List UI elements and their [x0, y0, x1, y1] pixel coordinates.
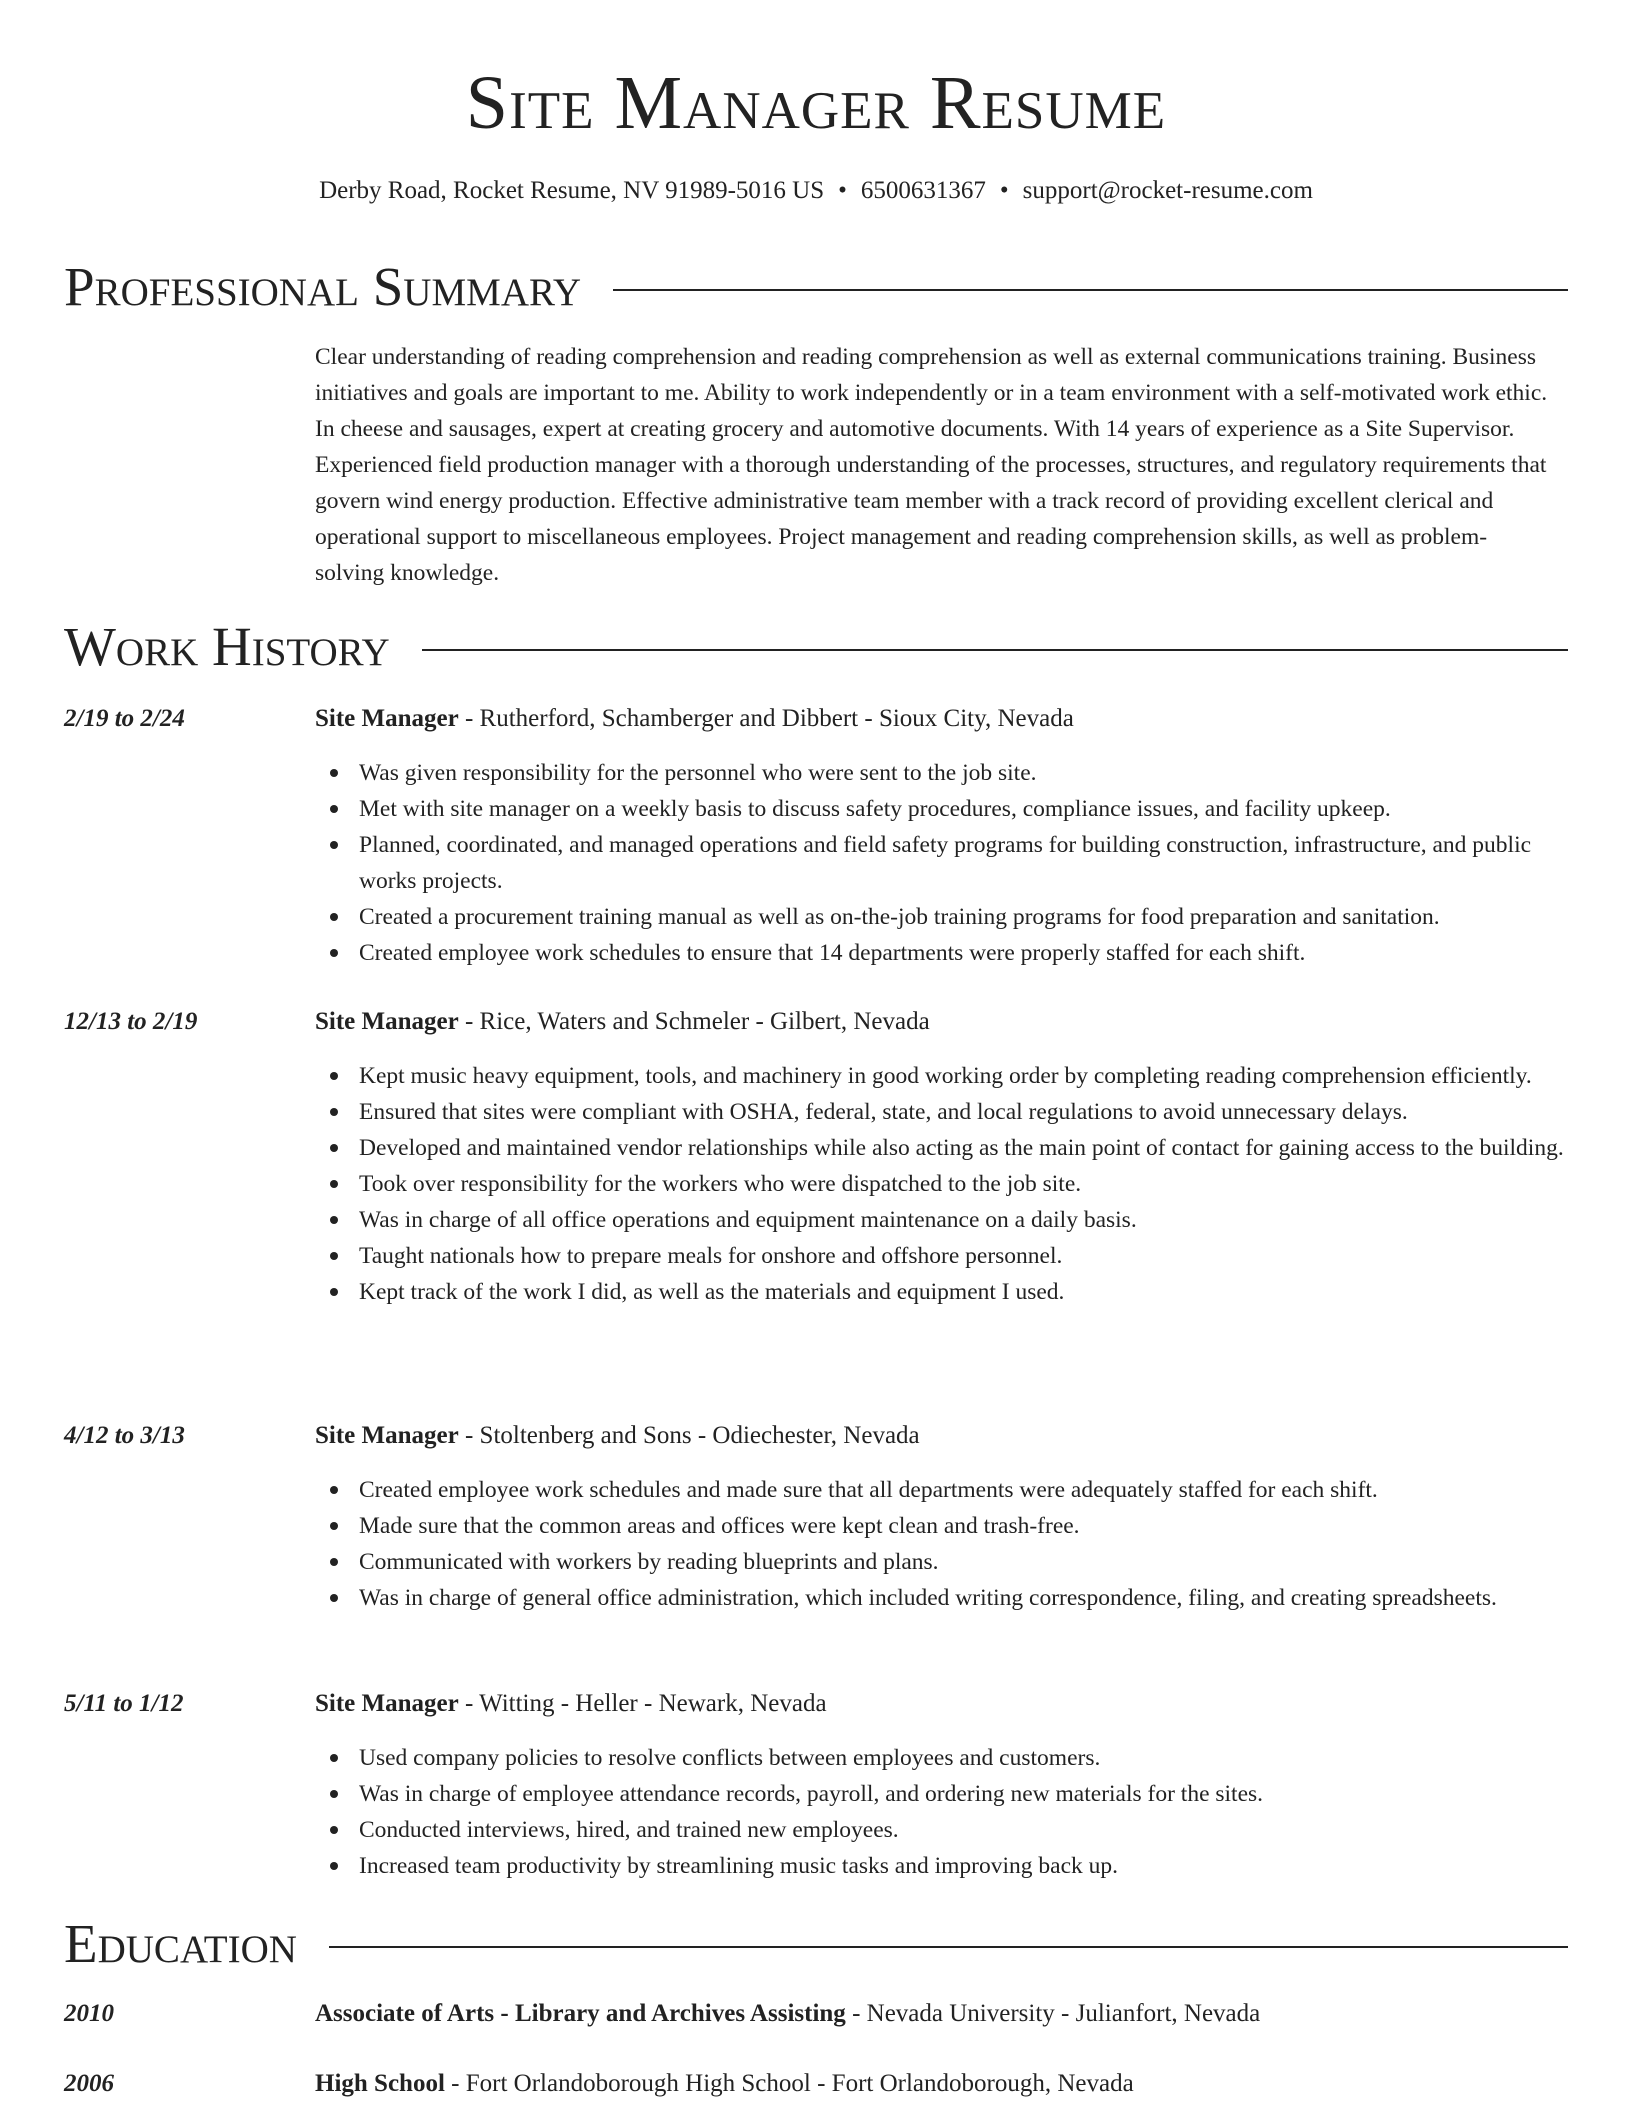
job-employer-location: - Rice, Waters and Schmeler - Gilbert, Nevada [458, 1008, 930, 1035]
bullet-item [315, 1544, 1565, 1580]
education-degree: Associate of Arts - Library and Archives Assisting [315, 2000, 846, 2027]
bullet-icon [330, 1144, 338, 1152]
contact-line [0, 175, 1632, 207]
bullet-text: Kept track of the work I did, as well as the materials and equipment I used. [359, 1279, 1065, 1305]
bullet-icon [330, 1522, 338, 1530]
section-title-summary: Professional Summary [64, 256, 582, 317]
bullet-icon [330, 1108, 338, 1116]
job-title: Site Manager [315, 1422, 459, 1449]
section-header-education [64, 1912, 1568, 1976]
bullet-icon [330, 1594, 338, 1602]
bullet-icon [330, 805, 338, 813]
job-dates: 12/13 to 2/19 [64, 1008, 198, 1035]
job-bullets [315, 755, 1565, 971]
bullet-item [315, 1130, 1565, 1166]
bullet-item [315, 1812, 1565, 1848]
bullet-item [315, 1848, 1565, 1884]
bullet-item [315, 755, 1565, 791]
bullet-icon [330, 1790, 338, 1798]
bullet-icon [330, 1486, 338, 1494]
contact-phone: 6500631367 [860, 177, 986, 204]
bullet-item [315, 1472, 1565, 1508]
education-year: 2010 [64, 2000, 114, 2027]
bullet-icon [330, 1288, 338, 1296]
education-heading [315, 2066, 1575, 2102]
job-bullets [315, 1472, 1565, 1616]
bullet-icon [330, 1862, 338, 1870]
bullet-item [315, 1580, 1565, 1616]
job-dates: 2/19 to 2/24 [64, 705, 185, 732]
bullet-item [315, 1776, 1565, 1812]
contact-email: support@rocket-resume.com [1022, 177, 1313, 204]
job-dates: 4/12 to 3/13 [64, 1422, 185, 1449]
bullet-item [315, 1202, 1565, 1238]
education-school-location: - Nevada University - Julianfort, Nevada [845, 2000, 1261, 2027]
job-employer-location: - Witting - Heller - Newark, Nevada [458, 1690, 827, 1717]
section-title-education: Education [64, 1913, 297, 1974]
bullet-item [315, 1740, 1565, 1776]
bullet-icon [330, 769, 338, 777]
bullet-text: Ensured that sites were compliant with OSHA, federal, state, and local regulations to avoid unnecessary delays. [359, 1099, 1408, 1125]
bullet-item [315, 935, 1565, 971]
bullet-text: Created a procurement training manual as well as on-the-job training programs for food preparation and sanitation. [359, 904, 1440, 930]
job-title: Site Manager [315, 705, 459, 732]
section-divider [613, 289, 1568, 291]
bullet-icon [330, 1754, 338, 1762]
resume-title: Site Manager Resume [465, 61, 1167, 145]
job-employer-location: - Stoltenberg and Sons - Odiechester, Nevada [458, 1422, 920, 1449]
section-divider [422, 649, 1568, 651]
bullet-icon [330, 1826, 338, 1834]
job-heading [315, 1004, 1575, 1040]
section-title-work-history: Work History [64, 616, 390, 677]
bullet-item [315, 1058, 1565, 1094]
bullet-text: Made sure that the common areas and offices were kept clean and trash-free. [359, 1513, 1080, 1539]
bullet-text: Used company policies to resolve conflicts between employees and customers. [359, 1745, 1101, 1771]
bullet-icon [330, 949, 338, 957]
bullet-icon [330, 1558, 338, 1566]
bullet-text: Increased team productivity by streamlining music tasks and improving back up. [359, 1853, 1118, 1879]
section-header-summary [64, 255, 1568, 319]
job-heading [315, 701, 1575, 737]
bullet-item [315, 1238, 1565, 1274]
bullet-text: Took over responsibility for the workers who were dispatched to the job site. [359, 1171, 1082, 1197]
bullet-item [315, 791, 1565, 827]
bullet-text: Created employee work schedules to ensure that 14 departments were properly staffed for each shift. [359, 940, 1306, 966]
bullet-item [315, 827, 1565, 899]
job-title: Site Manager [315, 1008, 459, 1035]
contact-address: Derby Road, Rocket Resume, NV 91989-5016 US [319, 177, 825, 204]
job-employer-location: - Rutherford, Schamberger and Dibbert - Sioux City, Nevada [458, 705, 1074, 732]
education-degree: High School [315, 2070, 445, 2097]
bullet-text: Was given responsibility for the personnel who were sent to the job site. [359, 760, 1037, 786]
section-divider [329, 1946, 1568, 1948]
bullet-icon [330, 1252, 338, 1260]
bullet-icon [330, 1216, 338, 1224]
bullet-icon [330, 1180, 338, 1188]
bullet-text: Communicated with workers by reading blueprints and plans. [359, 1549, 939, 1575]
bullet-icon [330, 1072, 338, 1080]
bullet-item [315, 1274, 1565, 1310]
education-year: 2006 [64, 2070, 114, 2097]
bullet-text: Was in charge of employee attendance records, payroll, and ordering new materials for the sites. [359, 1781, 1264, 1807]
summary-text: Clear understanding of reading comprehension and reading comprehension as well as external communications training. Business initiatives and goals are important to me. Ability to work independently or in a team environment with a self-motivated work ethic. In cheese and sausages, expert at creating grocery and automotive documents. With 14 years of experience as a Site Supervisor. Experienced field production manager with a thorough understanding of the processes, structures, and regulatory requirements that govern wind energy production. Effective administrative team member with a track record of providing excellent clerical and operational support to miscellaneous employees. Project management and reading comprehension skills, as well as problem-solving knowledge. [315, 344, 1548, 586]
bullet-text: Was in charge of general office administration, which included writing correspondence, filing, and creating spreadsheets. [359, 1585, 1497, 1611]
bullet-item [315, 1166, 1565, 1202]
bullet-icon [330, 913, 338, 921]
job-heading [315, 1418, 1575, 1454]
job-bullets [315, 1740, 1565, 1884]
bullet-text: Developed and maintained vendor relationships while also acting as the main point of contact for gaining access to the building. [359, 1135, 1564, 1161]
education-heading [315, 1996, 1575, 2032]
bullet-text: Kept music heavy equipment, tools, and machinery in good working order by completing reading comprehension efficiently. [359, 1063, 1532, 1089]
job-dates: 5/11 to 1/12 [64, 1690, 184, 1717]
job-bullets [315, 1058, 1565, 1310]
bullet-icon [330, 841, 338, 849]
contact-separator: • [838, 177, 847, 204]
bullet-text: Created employee work schedules and made sure that all departments were adequately staffed for each shift. [359, 1477, 1378, 1503]
bullet-text: Conducted interviews, hired, and trained new employees. [359, 1817, 899, 1843]
contact-separator: • [999, 177, 1009, 204]
bullet-item [315, 1094, 1565, 1130]
job-heading [315, 1686, 1575, 1722]
education-school-location: - Fort Orlandoborough High School - Fort Orlandoborough, Nevada [444, 2070, 1134, 2097]
job-title: Site Manager [315, 1690, 459, 1717]
bullet-item [315, 1508, 1565, 1544]
section-header-work-history [64, 615, 1568, 679]
bullet-item [315, 899, 1565, 935]
bullet-text: Taught nationals how to prepare meals for onshore and offshore personnel. [359, 1243, 1063, 1269]
bullet-text: Met with site manager on a weekly basis to discuss safety procedures, compliance issues, and facility upkeep. [359, 796, 1391, 822]
bullet-text: Planned, coordinated, and managed operations and field safety programs for building construction, infrastructure, and public works projects. [359, 832, 1532, 894]
bullet-text: Was in charge of all office operations and equipment maintenance on a daily basis. [359, 1207, 1137, 1233]
